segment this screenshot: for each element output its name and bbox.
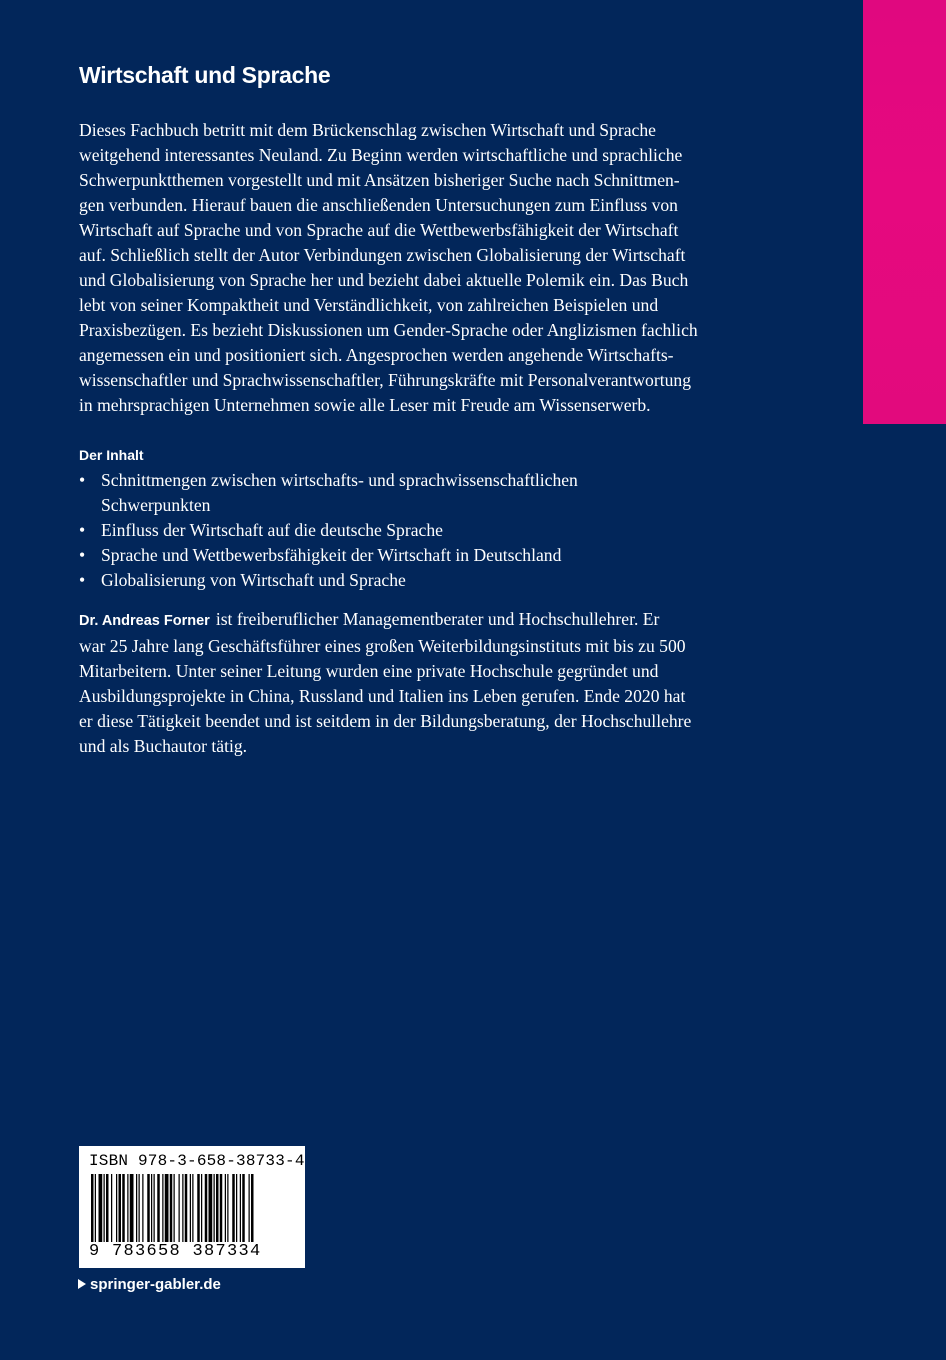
barcode-bar — [205, 1174, 208, 1246]
description-line: angemessen ein und positioniert sich. Angesprochen werden angehende Wirtschafts- — [79, 345, 674, 365]
bullet-icon: • — [79, 570, 86, 590]
author-name: Dr. Andreas Forner — [79, 613, 210, 629]
description-line: lebt von seiner Kompaktheit und Verständlichkeit, von zahlreichen Beispielen und — [79, 295, 659, 315]
barcode-bar — [165, 1174, 169, 1246]
barcode-bar — [139, 1174, 140, 1246]
list-item-text: Einfluss der Wirtschaft auf die deutsche Sprache — [101, 520, 443, 540]
website-link[interactable] — [78, 1276, 221, 1293]
barcode-bar — [185, 1174, 188, 1246]
barcode-bar — [99, 1174, 103, 1246]
author-bio-line: Ausbildungsprojekte in China, Russland und Italien ins Leben gerufen. Ende 2020 hat — [79, 686, 686, 706]
barcode-bar — [174, 1174, 175, 1246]
author-bio-line: und als Buchautor tätig. — [79, 736, 248, 756]
barcode-bar — [111, 1174, 112, 1246]
barcode-bar — [106, 1174, 109, 1246]
description-line: wissenschaftler und Sprachwissenschaftler, Führungskräfte mit Personalverantwortung — [79, 370, 691, 390]
barcode-bar — [242, 1174, 245, 1246]
description-line: gen verbunden. Hierauf bauen die anschließenden Untersuchungen zum Einfluss von — [79, 195, 678, 215]
barcode-bar — [232, 1174, 235, 1246]
list-item-text: Globalisierung von Wirtschaft und Sprache — [101, 570, 406, 590]
barcode-bar — [122, 1174, 125, 1246]
barcode-bar — [192, 1174, 193, 1246]
barcode-bar — [201, 1174, 202, 1246]
barcode-bar — [216, 1174, 219, 1246]
author-bio-line: er diese Tätigkeit beendet und ist seitdem in der Bildungsberatung, der Hochschullehre — [79, 711, 692, 731]
barcode-bar — [157, 1174, 160, 1246]
barcode-bar — [170, 1174, 173, 1246]
barcode-bar — [182, 1174, 183, 1246]
triangle-right-icon — [78, 1279, 86, 1289]
barcode-bar — [151, 1174, 152, 1246]
ean-digits: 9 783658 387334 — [89, 1242, 262, 1261]
barcode-bar — [190, 1174, 191, 1246]
description-line: und Globalisierung von Sprache her und bezieht dabei aktuelle Polemik ein. Das Buch — [79, 270, 689, 290]
barcode-bar — [116, 1174, 117, 1246]
barcode-bar — [249, 1174, 250, 1246]
magenta-accent-bar — [863, 0, 946, 424]
barcode-bar — [162, 1174, 163, 1246]
barcode-bar — [91, 1174, 94, 1246]
barcode-bar — [179, 1174, 180, 1246]
list-item-text: Schwerpunkten — [101, 495, 211, 515]
author-bio-line — [79, 607, 769, 634]
barcode-bar — [127, 1174, 128, 1246]
list-item-text: Schnittmengen zwischen wirtschafts- und sprachwissenschaftlichen — [101, 470, 578, 490]
bullet-icon: • — [79, 470, 86, 490]
barcode-bar — [136, 1174, 137, 1246]
barcode-bar — [251, 1174, 254, 1246]
list-item — [79, 518, 578, 543]
bullet-icon: • — [79, 545, 86, 565]
description-line: in mehrsprachigen Unternehmen sowie alle Leser mit Freude am Wissenserwerb. — [79, 395, 651, 415]
list-item — [79, 468, 578, 518]
author-bio-line: Mitarbeitern. Unter seiner Leitung wurden eine private Hochschule gegründet und — [79, 661, 659, 681]
barcode-bar — [214, 1174, 215, 1246]
isbn-barcode — [79, 1146, 305, 1268]
barcode-bar — [95, 1174, 96, 1246]
barcode-bar — [130, 1174, 134, 1246]
barcode-bar — [209, 1174, 213, 1246]
author-bio-line: war 25 Jahre lang Geschäftsführer eines großen Weiterbildungsinstituts mit bis zu 500 — [79, 636, 686, 656]
barcode-bar — [154, 1174, 155, 1246]
barcode-bar — [104, 1174, 105, 1246]
barcode-bars — [89, 1174, 295, 1246]
book-title: Wirtschaft und Sprache — [79, 62, 331, 88]
isbn-label: ISBN 978-3-658-38733-4 — [89, 1152, 305, 1170]
barcode-bar — [197, 1174, 200, 1246]
barcode-bar — [225, 1174, 226, 1246]
author-bio-text: ist freiberuflicher Managementberater und Hochschullehrer. Er — [215, 609, 660, 629]
list-item-text: Sprache und Wettbewerbsfähigkeit der Wirtschaft in Deutschland — [101, 545, 562, 565]
barcode-bar — [227, 1174, 228, 1246]
description-line: weitgehend interessantes Neuland. Zu Beginn werden wirtschaftliche und sprachliche — [79, 145, 683, 165]
description-line: Dieses Fachbuch betritt mit dem Brückenschlag zwischen Wirtschaft und Sprache — [79, 120, 656, 140]
barcode-bar — [236, 1174, 237, 1246]
barcode-bar — [147, 1174, 150, 1246]
list-item — [79, 568, 578, 593]
website-label: springer-gabler.de — [90, 1276, 221, 1293]
list-item — [79, 543, 578, 568]
description-line: Schwerpunktthemen vorgestellt und mit Ansätzen bisheriger Suche nach Schnittmen- — [79, 170, 680, 190]
barcode-bar — [220, 1174, 223, 1246]
barcode-bar — [142, 1174, 143, 1246]
book-description — [79, 118, 769, 418]
bullet-icon: • — [79, 520, 86, 540]
contents-heading: Der Inhalt — [79, 447, 144, 463]
author-bio — [79, 607, 769, 759]
description-line: Praxisbezügen. Es bezieht Diskussionen um Gender-Sprache oder Anglizismen fachlich — [79, 320, 698, 340]
barcode-bar — [240, 1174, 241, 1246]
contents-list — [79, 468, 578, 593]
barcode-bar — [119, 1174, 122, 1246]
description-line: auf. Schließlich stellt der Autor Verbindungen zwischen Globalisierung der Wirtschaft — [79, 245, 686, 265]
description-line: Wirtschaft auf Sprache und von Sprache auf die Wettbewerbsfähigkeit der Wirtschaft — [79, 220, 679, 240]
